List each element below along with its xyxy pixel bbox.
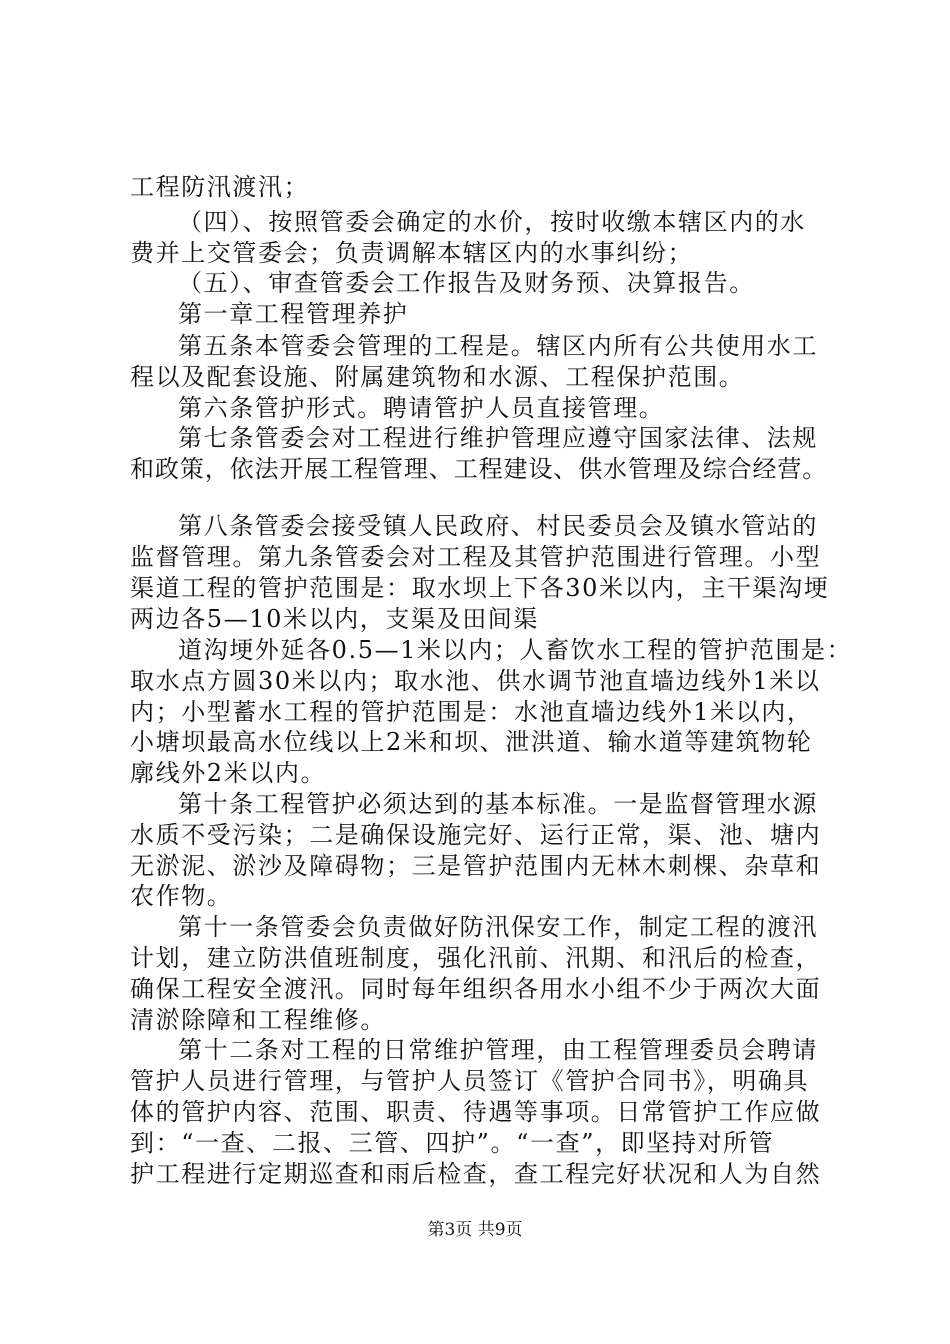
text-line: 工程防汛渡汛；	[130, 173, 310, 201]
text-line: 两边各5—10米以内，支渠及田间渠	[130, 605, 540, 633]
text-line: 内；小型蓄水工程的管护范围是：水池直墙边线外1米以内，	[130, 698, 813, 726]
text-line: 第七条管委会对工程进行维护管理应遵守国家法律、法规	[178, 424, 818, 452]
text-line: 渠道工程的管护范围是：取水坝上下各30米以内，主干渠沟埂	[130, 574, 830, 602]
text-line: 道沟埂外延各0.5—1米以内；人畜饮水工程的管护范围是：	[178, 636, 853, 664]
text-line: 取水点方圆30米以内；取水池、供水调节池直墙边线外1米以	[130, 667, 821, 695]
text-line: 确保工程安全渡汛。同时每年组织各用水小组不少于两次大面	[130, 975, 822, 1003]
text-line: 管护人员进行管理，与管护人员签订《管护合同书》，明确具	[130, 1067, 810, 1095]
text-line: 第六条管护形式。聘请管护人员直接管理。	[178, 394, 665, 422]
text-line: 第五条本管委会管理的工程是。辖区内所有公共使用水工	[178, 332, 818, 360]
text-line: 第十一条管委会负责做好防汛保安工作，制定工程的渡汛	[178, 913, 818, 941]
page-number-footer: 第3页 共9页	[427, 1220, 523, 1240]
text-line: 到：“一查、二报、三管、四护”。“一查”，即坚持对所管	[130, 1129, 775, 1157]
text-line: （四）、按照管委会确定的水价，按时收缴本辖区内的水	[178, 208, 806, 236]
text-line: 清淤除障和工程维修。	[130, 1006, 386, 1034]
text-line: 体的管护内容、范围、职责、待遇等事项。日常管护工作应做	[130, 1098, 822, 1126]
text-line: 和政策，依法开展工程管理、工程建设、供水管理及综合经营。	[130, 455, 828, 483]
text-line: 计划，建立防洪值班制度，强化汛前、汛期、和汛后的检查，	[130, 944, 822, 972]
text-line: 第十二条对工程的日常维护管理，由工程管理委员会聘请	[178, 1036, 818, 1064]
text-line: 费并上交管委会；负责调解本辖区内的水事纠纷；	[130, 239, 694, 267]
text-line: 农作物。	[130, 882, 233, 910]
text-line: 小塘坝最高水位线以上2米和坝、泄洪道、输水道等建筑物轮	[130, 728, 813, 756]
text-line: 廓线外2米以内。	[130, 759, 327, 787]
text-line: 程以及配套设施、附属建筑物和水源、工程保护范围。	[130, 363, 745, 391]
text-line: 第十条工程管护必须达到的基本标准。一是监督管理水源	[178, 790, 818, 818]
text-line: 水质不受污染；二是确保设施完好、运行正常，渠、池、塘内	[130, 821, 822, 849]
text-line: 第一章工程管理养护	[178, 300, 409, 328]
text-line: 监督管理。第九条管委会对工程及其管护范围进行管理。小型	[130, 543, 822, 571]
text-line: 第八条管委会接受镇人民政府、村民委员会及镇水管站的	[178, 512, 818, 540]
text-line: 无淤泥、淤沙及障碍物；三是管护范围内无林木刺棵、杂草和	[130, 852, 822, 880]
text-line: （五）、审查管委会工作报告及财务预、决算报告。	[178, 269, 755, 297]
text-line: 护工程进行定期巡查和雨后检查，查工程完好状况和人为自然	[130, 1160, 822, 1188]
